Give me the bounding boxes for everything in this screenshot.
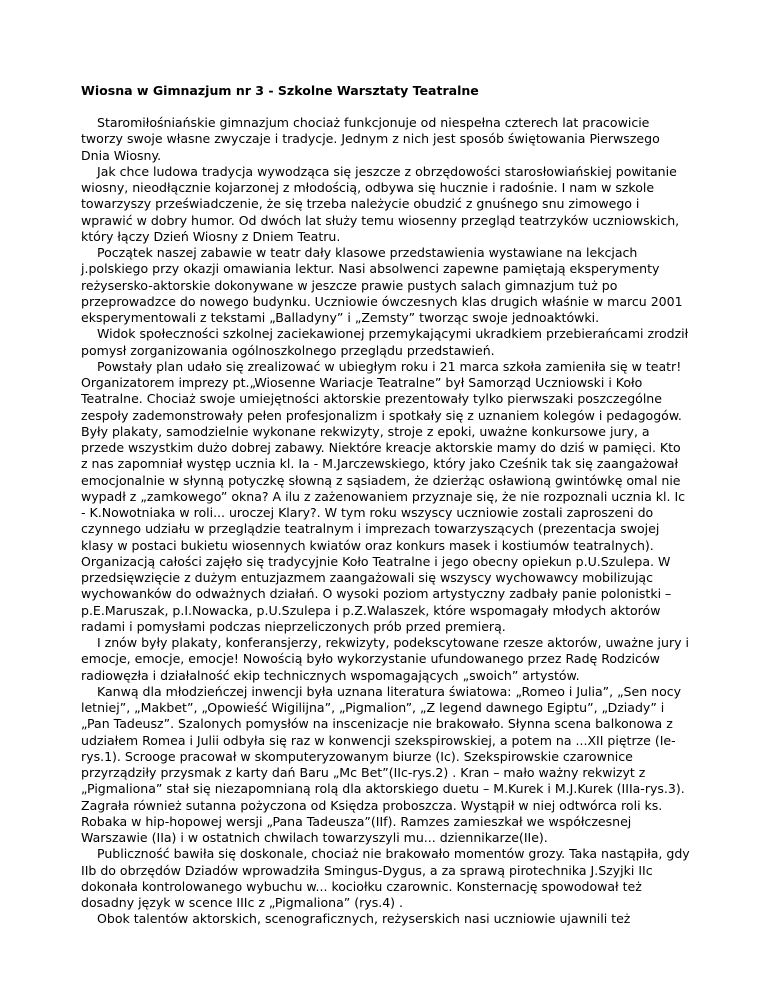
document-page [81, 83, 691, 928]
document-title: Wiosna w Gimnazjum nr 3 - Szkolne Warsztaty Teatralne [81, 83, 479, 98]
paragraph-1: Staromiłośniańskie gimnazjum chociaż funkcjonuje od niespełna czterech lat pracowicie tworzy swoje własne zwyczaje i tradycje. Jednym z nich jest sposób świętowania Pierwszego Dnia Wiosny. [81, 115, 660, 163]
paragraph-8: Publiczność bawiła się doskonale, chociaż nie brakowało momentów grozy. Taka nastąpiła, gdy IIb do obrzędów Dziadów wprowadziła Smingus-Dygus, a za sprawą pirotechnika J.Szyjki IIc dokonała kontrolowanego wybuchu w... kociołku czarownic. Konsternację spowodował też dosadny język w scence IIIc z „Pigmaliona” (rys.4) . [81, 846, 690, 910]
paragraph-6: I znów były plakaty, konferansjerzy, rekwizyty, podekscytowane rzesze aktorów, uważne jury i emocje, emocje, emocje! Nowością było wykorzystanie ufundowanego przez Radę Rodziców radiowęzła i działalność ekip technicznych wspomagających „swoich” artystów. [81, 635, 689, 683]
paragraph-9: Obok talentów aktorskich, scenograficznych, reżyserskich nasi uczniowie ujawnili też [97, 911, 631, 927]
paragraph-5: Powstały plan udało się zrealizować w ubiegłym roku i 21 marca szkoła zamieniła się w teatr! Organizatorem imprezy pt.„Wiosenne Wariacje Teatralne” był Samorząd Uczniowski i Koło Teatralne. Chociaż swoje umiejętności aktorskie prezentowały tylko pierwszaki poszczególne zespoły zademonstrowały pełen profesjonalizm i spotkały się z uznaniem kolegów i pedagogów. Były plakaty, samodzielnie wykonane rekwizyty, stroje z epoki, uważne konkursowe jury, a przede wszystkim dużo dobrej zabawy. Niektóre kreacje aktorskie mamy do dziś w pamięci. Kto z nas zapomniał występ ucznia kl. Ia - M.Jarczewskiego, który jako Cześnik tak się zaangażował emocjonalnie w słynną potyczkę słowną z sąsiadem, że dzierżąc osławioną gwintówkę omal nie wypadł z „zamkowego” okna? A ilu z zażenowaniem przyznaje się, że nie rozpoznali ucznia kl. Ic - K.Nowotniaka w roli... uroczej Klary?. W tym roku wszyscy uczniowie zostali zaproszeni do czynnego udziału w przeglądzie teatralnym i imprezach towarzyszących (prezentacja swojej klasy w postaci bukietu wiosennych kwiatów oraz konkurs masek i kostiumów teatralnych). Organizacją całości zajęło się tradycyjnie Koło Teatralne i jego obecny opiekun p.U.Szulepa. W przedsięwzięcie z dużym entuzjazmem zaangażowali się wszyscy wychowawcy mobilizując wychowanków do odważnych działań. O wysoki poziom artystyczny zadbały panie polonistki – p.E.Maruszak, p.I.Nowacka, p.U.Szulepa i p.Z.Walaszek, które wspomagały młodych aktorów radami i pomysłami podczas nieprzeliczonych prób przed premierą. [81, 358, 686, 634]
paragraph-7: Kanwą dla młodzieńczej inwencji była uznana literatura światowa: „Romeo i Julia”, „Sen nocy letniej”, „Makbet”, „Opowieść Wigilijna”, „Pigmalion”, „Z legend dawnego Egiptu”, „Dziady” i „Pan Tadeusz”. Szalonych pomysłów na inscenizacje nie brakowało. Słynna scena balkonowa z udziałem Romea i Julii odbyła się raz w konwencji szekspirowskiej, a potem na ...XII piętrze (Ie-rys.1). Scrooge pracował w skomputeryzowanym biurze (Ic). Szekspirowskie czarownice przyrządziły przysmak z karty dań Baru „Mc Bet”(IIc-rys.2) . Kran – mało ważny rekwizyt z „Pigmaliona” stał się niezapomnianą rolą dla aktorskiego duetu – M.Kurek i M.J.Kurek (IIIa-rys.3). Zagrała również sutanna pożyczona od Księdza proboszcza. Wystąpił w niej odtwórca roli ks. Robaka w hip-hopowej wersji „Pana Tadeusza”(IIf). Ramzes zamieszkał we współczesnej Warszawie (IIa) i w ostatnich chwilach towarzyszyli mu... dziennikarze(IIe). [81, 683, 685, 845]
paragraph-2: Jak chce ludowa tradycja wywodząca się jeszcze z obrzędowości starosłowiańskiej powitanie wiosny, nieodłącznie kojarzonej z młodością, odbywa się hucznie i radośnie. I nam w szkole towarzyszy przeświadczenie, że się trzeba należycie obudzić z gnuśnego snu zimowego i wprawić w dobry humor. Od dwóch lat służy temu wiosenny przegląd teatrzyków uczniowskich, który łączy Dzień Wiosny z Dniem Teatru. [81, 163, 680, 244]
paragraph-4: Widok społeczności szkolnej zaciekawionej przemykającymi ukradkiem przebierańcami zrodził pomysł zorganizowania ogólnoszkolnego przeglądu przedstawień. [81, 326, 689, 358]
paragraph-3: Początek naszej zabawie w teatr dały klasowe przedstawienia wystawiane na lekcjach j.polskiego przy okazji omawiania lektur. Nasi absolwenci zapewne pamiętają eksperymenty reżysersko-aktorskie dokonywane w jeszcze prawie pustych salach gimnazjum tuż po przeprowadzce do nowego budynku. Uczniowie ówczesnych klas drugich właśnie w marcu 2001 eksperymentowali z tekstami „Balladyny” i „Zemsty” tworząc swoje jednoaktówki. [81, 245, 683, 325]
